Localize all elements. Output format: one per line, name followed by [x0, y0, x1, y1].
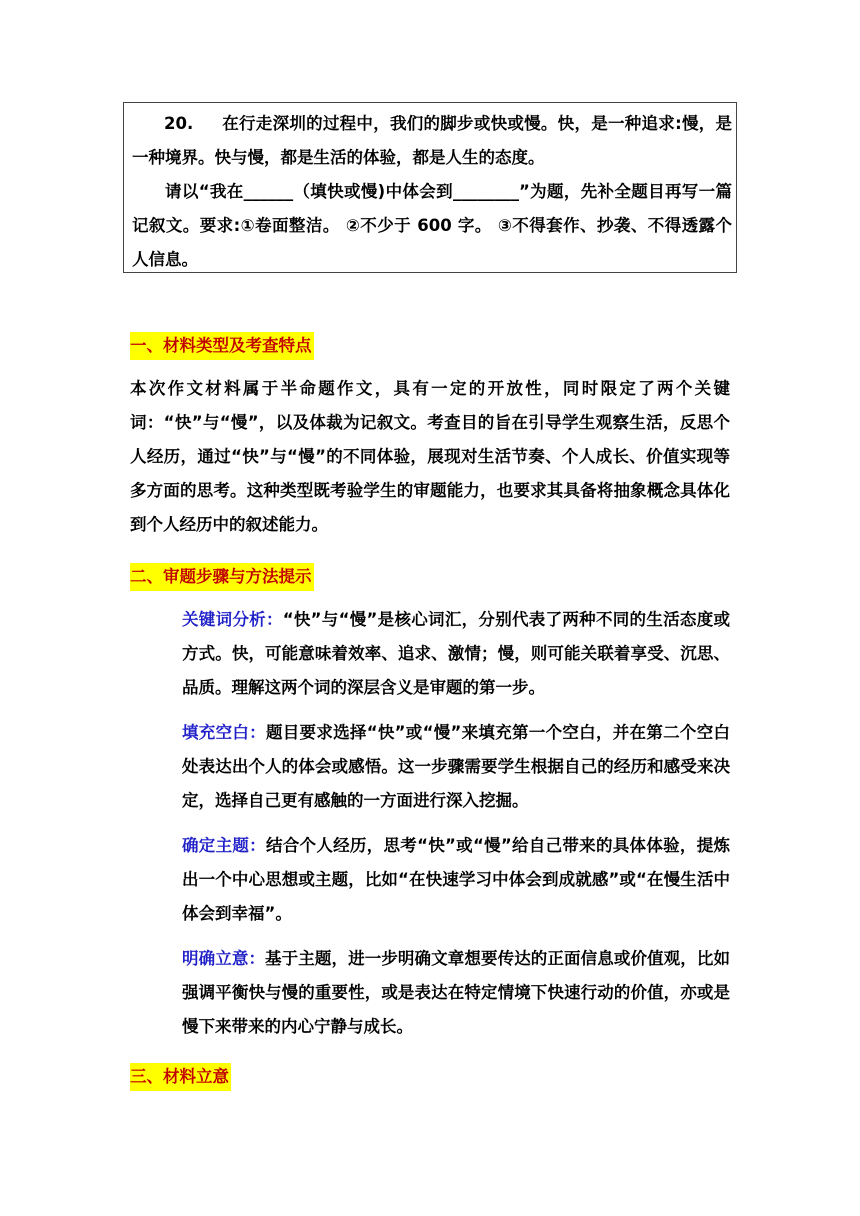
- step-label: 确定主题：: [182, 836, 266, 855]
- step-label: 明确立意：: [182, 949, 266, 968]
- step-text: 题目要求选择“快”或“慢”来填充第一个空白，并在第二个空白处表达出个人的体会或感悟。这一步骤需要学生根据自己的经历和感受来决定，选择自己更有感触的一方面进行深入挖掘。: [182, 723, 730, 810]
- section-1-body: 本次作文材料属于半命题作文，具有一定的开放性，同时限定了两个关键词：“快”与“慢”，以及体裁为记叙文。考查目的旨在引导学生观察生活，反思个人经历，通过“快”与“慢”的不同体验，展现对生活节奏、个人成长、价值实现等多方面的思考。这种类型既考验学生的审题能力，也要求其具备将抽象概念具体化到个人经历中的叙述能力。: [130, 379, 730, 534]
- question-box: [123, 102, 737, 273]
- step-label: 填充空白：: [182, 723, 266, 742]
- section-heading-2: 二、审题步骤与方法提示: [130, 563, 314, 591]
- step-fill-blanks: [182, 716, 730, 818]
- step-keyword-analysis: [182, 603, 730, 705]
- question-number: 20.: [164, 114, 194, 133]
- question-paragraph: [132, 107, 732, 175]
- question-prompt: 请以“我在______（填快或慢)中体会到________”为题，先补全题目再写一篇记叙文。要求:①卷面整洁。 ②不少于 600 字。 ③不得套作、抄袭、不得透露个人信息。: [132, 182, 732, 269]
- step-text: 结合个人经历，思考“快”或“慢”给自己带来的具体体验，提炼出一个中心思想或主题，比如“在快速学习中体会到成就感”或“在慢生活中体会到幸福”。: [182, 836, 730, 923]
- step-intent: [182, 942, 730, 1044]
- section-heading-3: 三、材料立意: [130, 1063, 231, 1091]
- step-text: 基于主题，进一步明确文章想要传达的正面信息或价值观，比如强调平衡快与慢的重要性，或是表达在特定情境下快速行动的价值，亦或是慢下来带来的内心宁静与成长。: [182, 949, 730, 1036]
- step-label: 关键词分析：: [182, 610, 283, 629]
- step-text: “快”与“慢”是核心词汇，分别代表了两种不同的生活态度或方式。快，可能意味着效率、追求、激情；慢，则可能关联着享受、沉思、品质。理解这两个词的深层含义是审题的第一步。: [182, 610, 730, 697]
- question-intro-text: 在行走深圳的过程中，我们的脚步或快或慢。快，是一种追求:慢，是一种境界。快与慢，都是生活的体验，都是人生的态度。: [132, 114, 732, 167]
- step-theme: [182, 829, 730, 931]
- section-heading-1: 一、材料类型及考查特点: [130, 332, 314, 360]
